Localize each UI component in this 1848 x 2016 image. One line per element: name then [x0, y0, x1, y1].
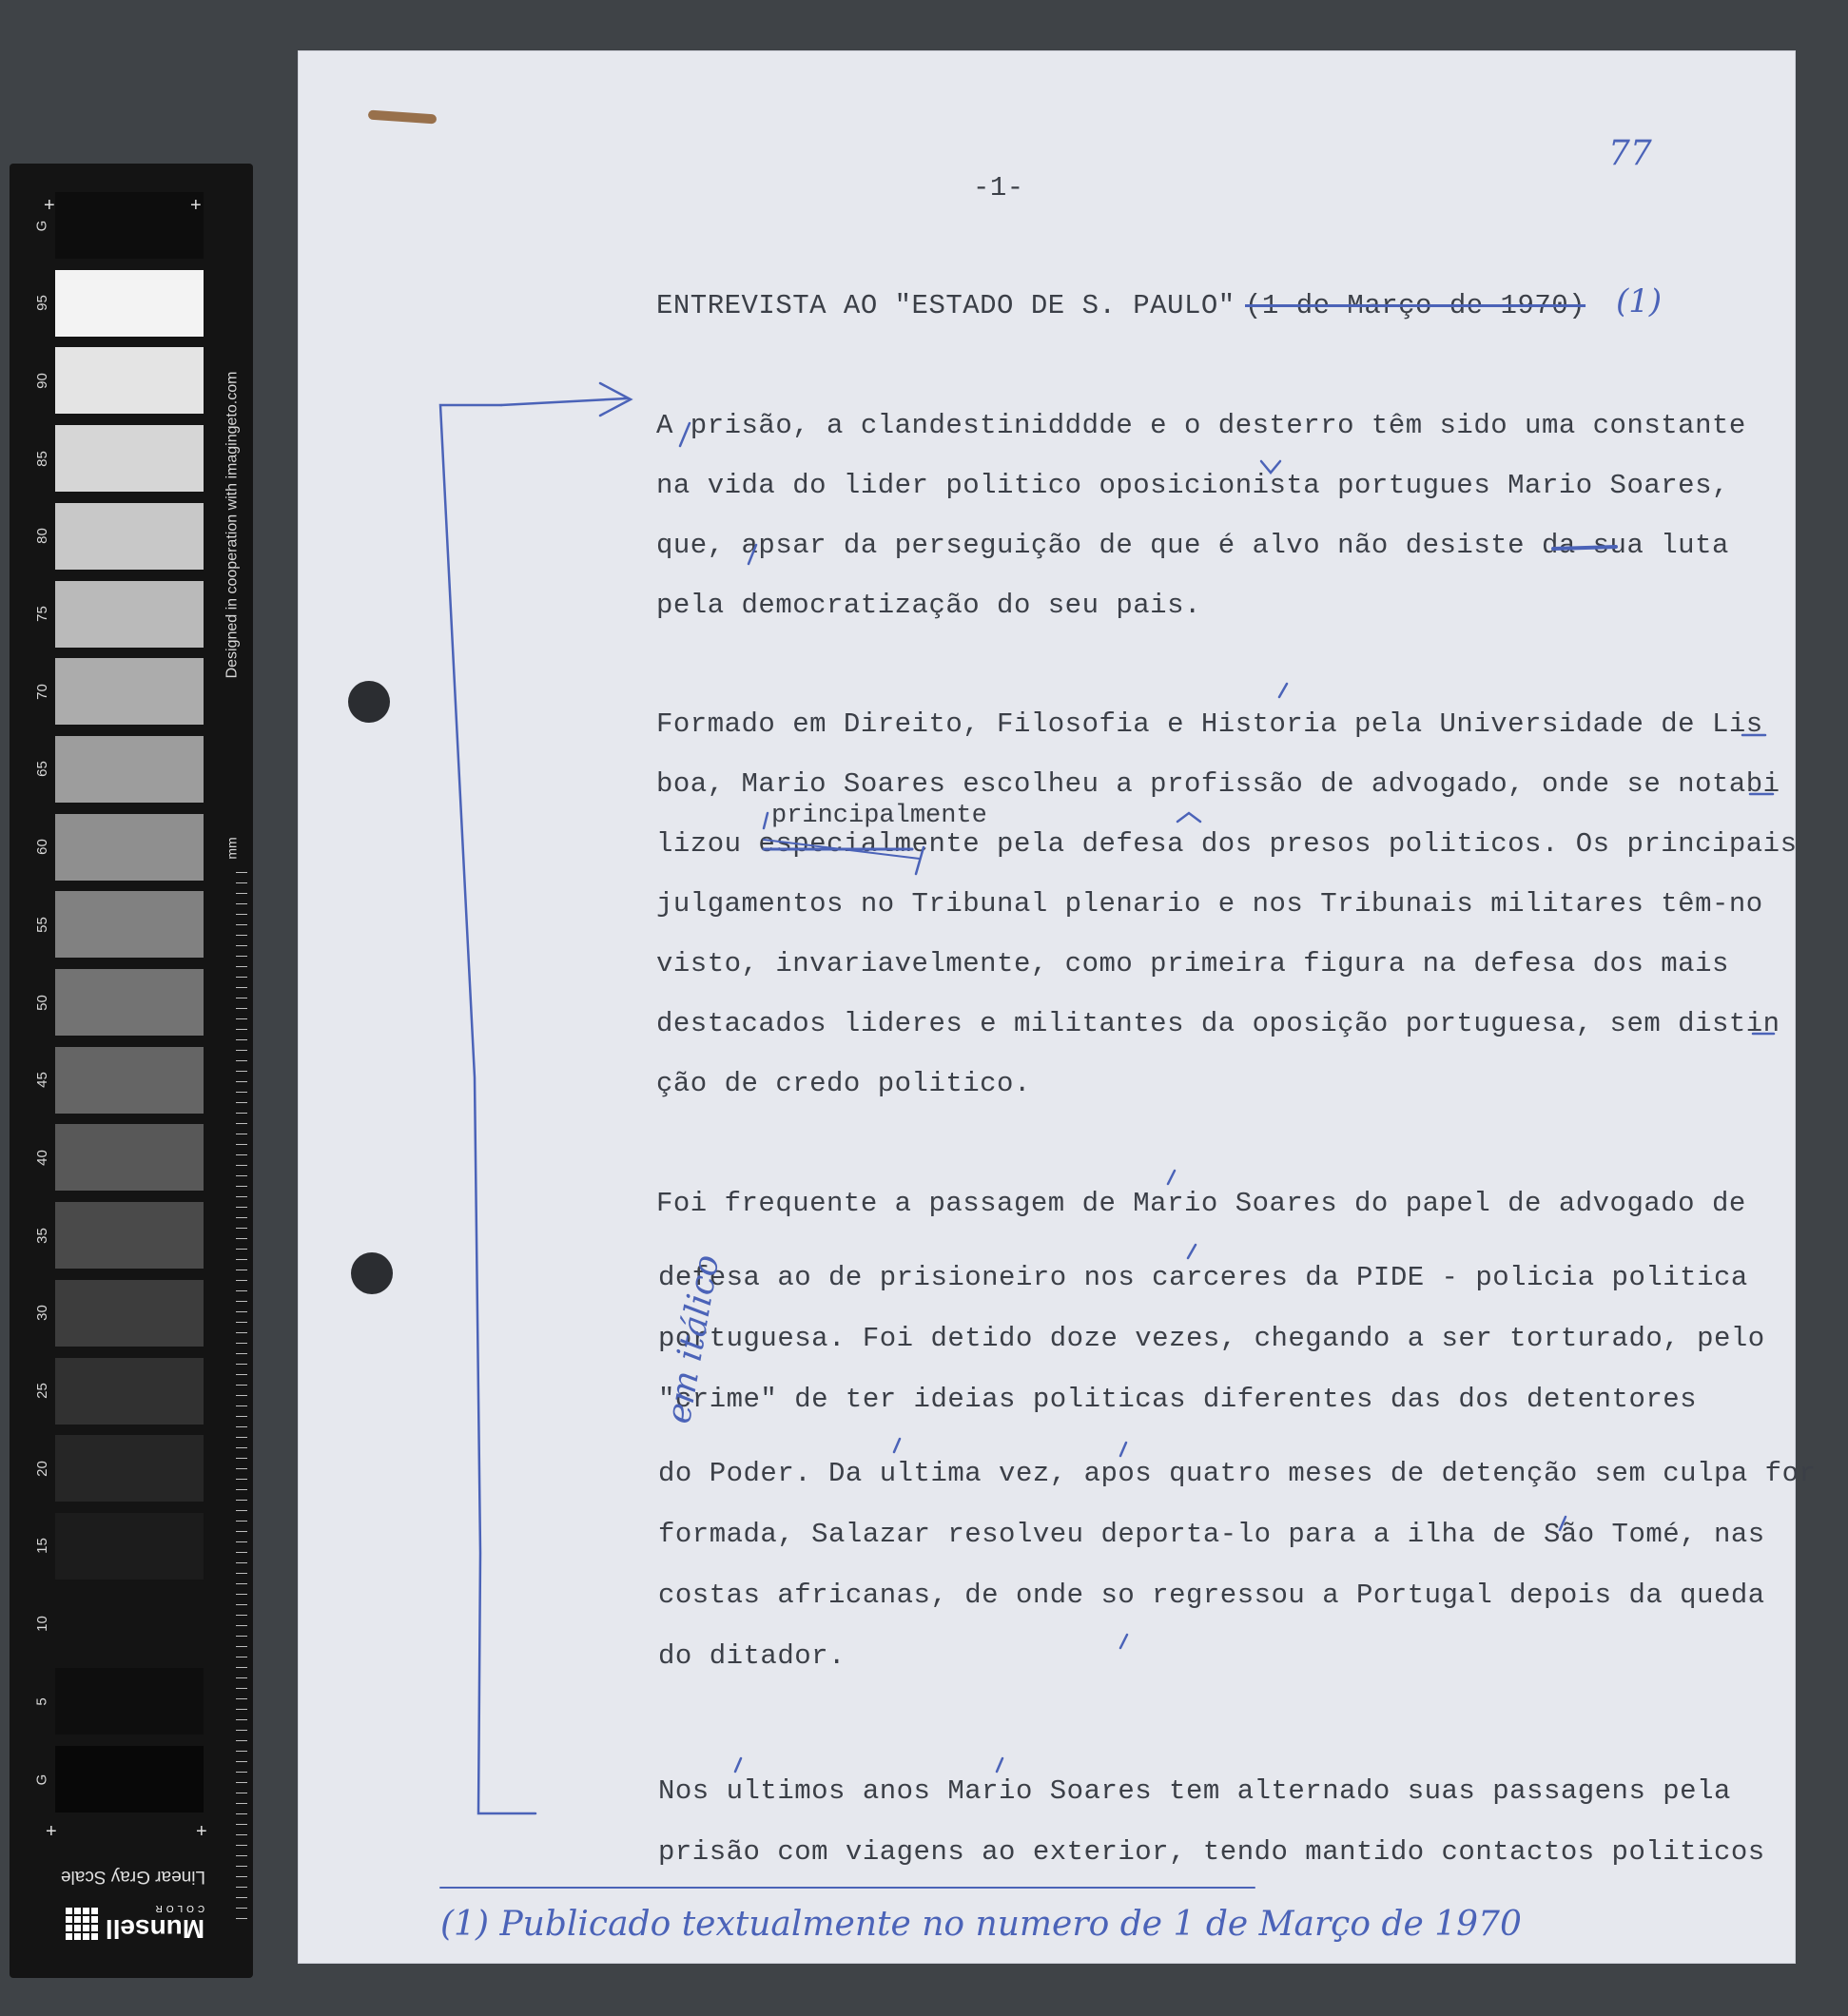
gray-patch — [55, 347, 204, 414]
gray-patch — [55, 658, 204, 725]
gray-patch-label: 55 — [33, 916, 50, 933]
folio-number: 77 — [1608, 134, 1652, 173]
mm-label: mm — [224, 837, 240, 860]
brand-sub: COLOR — [151, 1903, 205, 1914]
gray-patch — [55, 814, 204, 881]
p2-line-5: visto, invariavelmente, como primeira figura na defesa dos mais — [656, 948, 1729, 979]
cross-bottom-left: + — [46, 1821, 57, 1842]
arrow-line — [501, 398, 627, 405]
p3-line-8: do ditador. — [658, 1640, 846, 1672]
gray-patch — [55, 192, 204, 259]
p1-line-2: na vida do lider politico oposicionista portugues Mario Soares, — [656, 470, 1729, 501]
gray-patch — [55, 1435, 204, 1502]
gray-patch — [55, 1358, 204, 1425]
gray-patch — [55, 1591, 204, 1657]
gray-patch-label: 70 — [33, 683, 50, 700]
p3-line-2: defesa ao de prisioneiro nos carceres da PIDE - policia politica — [658, 1262, 1748, 1293]
gray-patch-label: 85 — [33, 450, 50, 467]
gray-patch-label: 20 — [33, 1460, 50, 1477]
gray-patch — [55, 1047, 204, 1114]
gray-patch-label: 65 — [33, 761, 50, 778]
cross-bottom-right: + — [196, 1821, 207, 1842]
gray-patch-label: G — [33, 220, 50, 231]
scale-side-text: Designed in cooperation with imagingeto.com — [224, 371, 241, 679]
cross-top-left: + — [44, 195, 55, 216]
p1-line-3: que, apsar da perseguição de que é alvo não desiste da sua luta — [656, 530, 1729, 561]
gray-patch — [55, 581, 204, 648]
margin-bracket — [440, 405, 535, 1813]
pen-marks — [298, 50, 1796, 1964]
p1-line-4: pela democratização do seu pais. — [656, 590, 1201, 621]
document-page — [298, 50, 1817, 1964]
gray-patch-label: G — [33, 1774, 50, 1785]
ruler-icon — [236, 867, 247, 1923]
gray-scale-card — [10, 164, 253, 1978]
scale-title: Linear Gray Scale — [60, 1867, 206, 1887]
title-footnote-ref: (1) — [1616, 282, 1663, 320]
gray-patch — [55, 270, 204, 337]
struck-date: (1 de Março de 1970) — [1245, 290, 1586, 321]
p3-line-7: costas africanas, de onde so regressou a Portugal depois da queda — [658, 1580, 1765, 1611]
gray-patch-label: 75 — [33, 606, 50, 622]
gray-patch-label: 35 — [33, 1227, 50, 1244]
p4-line-1: Nos ultimos anos Mario Soares tem alternado suas passagens pela — [658, 1775, 1731, 1807]
gray-patch — [55, 425, 204, 492]
p4-line-2: prisão com viagens ao exterior, tendo mantido contactos politicos — [658, 1836, 1765, 1868]
p2-line-6: destacados lideres e militantes da oposição portuguesa, sem distin — [656, 1008, 1780, 1039]
gray-patch — [55, 1513, 204, 1580]
p3-line-5: do Poder. Da ultima vez, apos quatro meses de detenção sem culpa for — [658, 1458, 1817, 1489]
gray-patch — [55, 736, 204, 803]
gray-patch — [55, 503, 204, 570]
p2-line-1: Formado em Direito, Filosofia e Historia pela Universidade de Lis — [656, 708, 1763, 740]
gray-patch-label: 5 — [33, 1697, 50, 1706]
p2-line-2: boa, Mario Soares escolheu a profissão de advogado, onde se notabi — [656, 768, 1780, 800]
cross-top-right: + — [190, 195, 202, 216]
p1-line-1: A prisão, a clandestinidddde e o desterro têm sido uma constante — [656, 410, 1746, 441]
brand-name: Munsell — [105, 1914, 205, 1945]
gray-patch — [55, 1124, 204, 1191]
interlinear-correction: principalmente — [771, 802, 987, 830]
gray-patch — [55, 1280, 204, 1347]
gray-patch — [55, 1202, 204, 1269]
gray-patch-label: 40 — [33, 1150, 50, 1166]
p2-line-7: ção de credo politico. — [656, 1068, 1031, 1099]
p3-line-3: portuguesa. Foi detido doze vezes, chegando a ser torturado, pelo — [658, 1323, 1765, 1354]
p3-line-4: "crime" de ter ideias politicas diferentes das dos detentores — [658, 1384, 1698, 1415]
gray-patch-label: 30 — [33, 1305, 50, 1322]
gray-patch-label: 60 — [33, 839, 50, 855]
gray-patch-label: 25 — [33, 1383, 50, 1399]
gray-patch — [55, 969, 204, 1036]
gray-patch — [55, 1668, 204, 1735]
document-title: ENTREVISTA AO "ESTADO DE S. PAULO" — [656, 290, 1235, 321]
p2-line-4: julgamentos no Tribunal plenario e nos Tribunais militares têm-no — [656, 888, 1763, 920]
gray-patch-label: 15 — [33, 1538, 50, 1555]
gray-patch-label: 50 — [33, 994, 50, 1011]
p3-line-6: formada, Salazar resolveu deporta-lo para a ilha de São Tomé, nas — [658, 1519, 1765, 1550]
gray-patch-label: 95 — [33, 295, 50, 312]
munsell-logo-icon — [66, 1908, 98, 1940]
footnote: (1) Publicado textualmente no numero de 1 de Março de 1970 — [440, 1905, 1522, 1944]
page-number: -1- — [973, 172, 1024, 204]
munsell-brand — [59, 1902, 211, 1946]
gray-patch-label: 80 — [33, 528, 50, 545]
p2-line-3: lizou especialmente pela defesa dos presos politicos. Os principais — [656, 828, 1798, 860]
gray-patch-label: 45 — [33, 1072, 50, 1089]
p3-line-1: Foi frequente a passagem de Mario Soares do papel de advogado de — [656, 1188, 1746, 1219]
margin-note-italic: em itálico — [659, 1251, 728, 1427]
gray-patch — [55, 891, 204, 958]
gray-patch-label: 10 — [33, 1616, 50, 1632]
gray-patch-label: 90 — [33, 373, 50, 389]
gray-patch — [55, 1746, 204, 1812]
